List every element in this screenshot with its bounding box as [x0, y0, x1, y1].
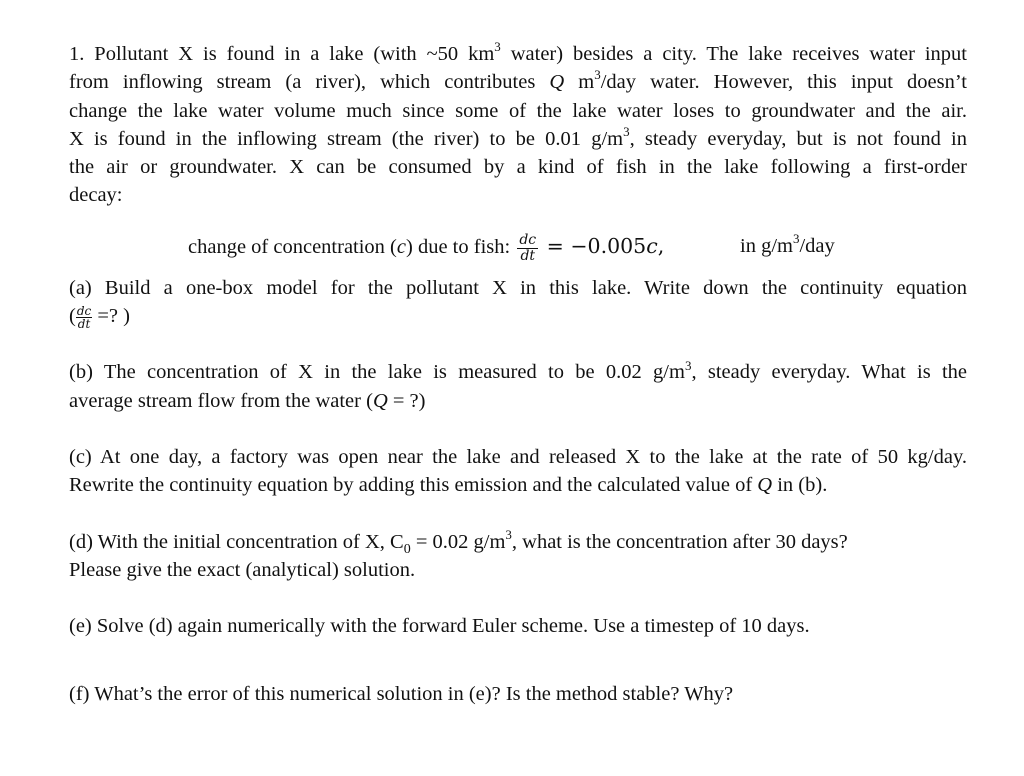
- intro-line-6: decay:: [69, 184, 123, 207]
- decay-equation-expression: change of concentration (c) due to fish: $\frac{dc}{dt}$ = −0.005c,: [188, 231, 665, 264]
- intro-line-2: from inflowing stream (a river), which contributes Q $m^3$/day water. However, this input doesn’t: [69, 67, 967, 94]
- problem-page: [69, 40, 967, 709]
- part-e-line-1: (e) Solve (d) again numerically with the forward Euler scheme. Use a timestep of 10 days.: [69, 615, 810, 638]
- intro-line-3: change the lake water volume much since some of the lake water loses to groundwater and the air.: [69, 99, 967, 122]
- part-a: [69, 274, 967, 331]
- problem-intro: [69, 40, 967, 210]
- intro-line-5: the air or groundwater. X can be consumed by a kind of fish in the lake following a first-order: [69, 156, 967, 179]
- intro-line-4: X is found in the inflowing stream (the river) to be 0.01 $g/m^3$, steady everyday, but is not found in: [69, 124, 967, 150]
- part-f: [69, 680, 967, 708]
- dc-dt-fraction: $\frac{dc}{dt}$: [519, 231, 537, 264]
- part-a-fraction: $\frac{dc}{dt}$: [76, 303, 92, 331]
- part-e: [69, 612, 967, 640]
- decay-equation-units: in $g/m^3$/day: [740, 230, 835, 257]
- part-d-line-2: Please give the exact (analytical) solution.: [69, 558, 416, 581]
- part-a-line-1: (a) Build a one-box model for the pollutant X in this lake. Write down the continuity equation: [69, 276, 967, 299]
- part-b-line-1: (b) The concentration of X in the lake is measured to be 0.02 $g/m^3$, steady everyday. What is the: [69, 357, 968, 384]
- part-c-line-1: (c) At one day, a factory was open near the lake and released X to the lake at the rate of 50 kg/day.: [69, 445, 967, 468]
- part-c-line-2: Rewrite the continuity equation by adding this emission and the calculated value of Q in (b).: [69, 474, 828, 497]
- part-f-line-1: (f) What’s the error of this numerical solution in (e)? Is the method stable? Why?: [69, 683, 734, 706]
- part-c: [69, 443, 967, 500]
- part-b: [69, 358, 967, 415]
- intro-line-1: 1. Pollutant X is found in a lake (with ~50 $km^3$ water) besides a city. The lake receives water input: [69, 39, 967, 65]
- part-d: [69, 528, 967, 585]
- part-d-line-1: (d) With the initial concentration of X, $C_0 = 0.02$ $g/m^3$, what is the concentration after 30 days?: [69, 526, 848, 557]
- part-b-line-2: average stream flow from the water (Q = ?): [69, 389, 426, 412]
- decay-equation: [69, 224, 967, 264]
- part-a-line-2: ( $\frac{dc}{dt}$ =? ): [69, 303, 130, 331]
